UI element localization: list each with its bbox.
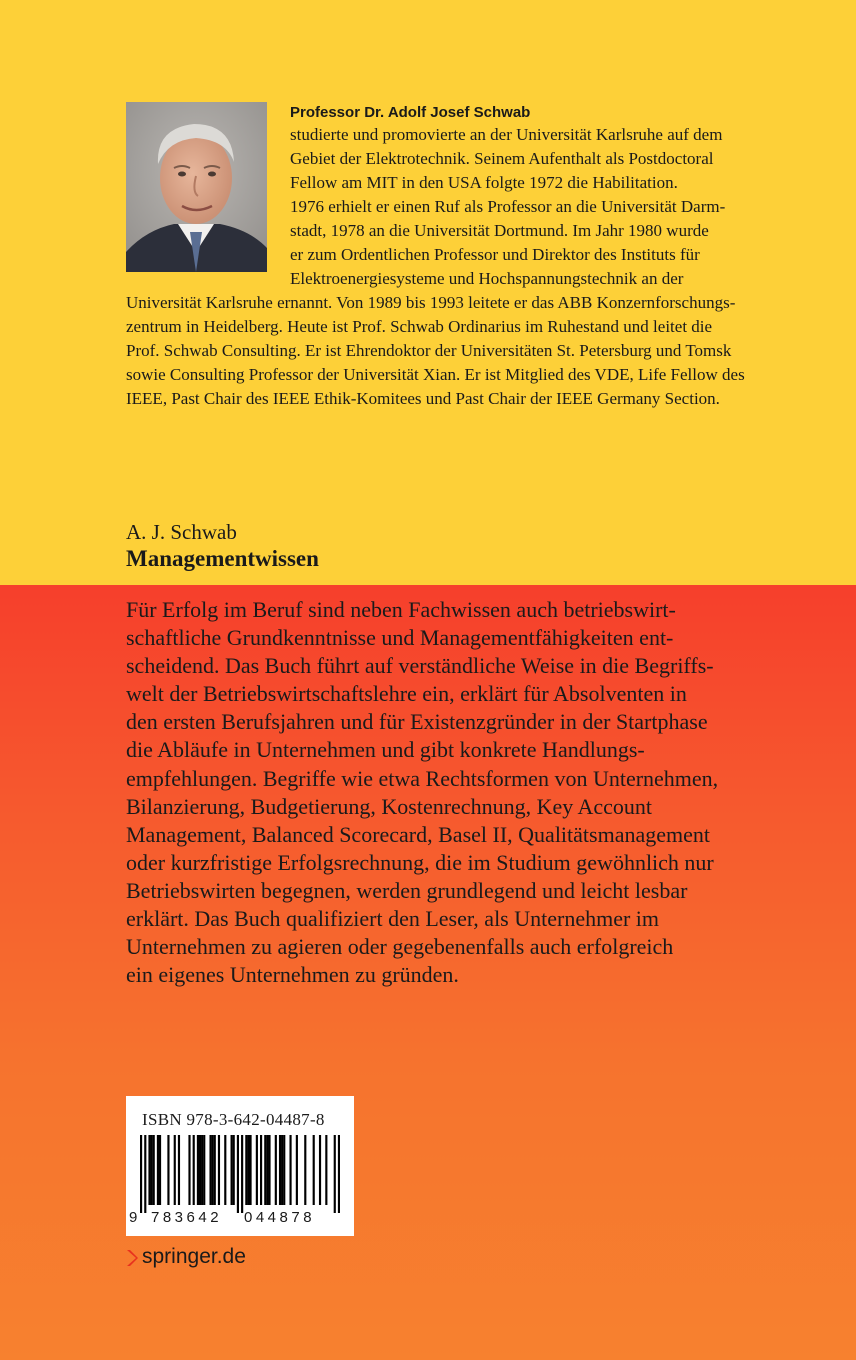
author-bio-line: studierte und promovierte an der Universität Karlsruhe auf dem bbox=[290, 125, 723, 144]
author-bio-line: sowie Consulting Professor der Universität Xian. Er ist Mitglied des VDE, Life Fellow des bbox=[126, 365, 745, 384]
barcode-bar bbox=[325, 1135, 327, 1205]
barcode-bar bbox=[296, 1135, 298, 1205]
barcode-bar bbox=[319, 1135, 321, 1205]
book-title: Managementwissen bbox=[126, 546, 319, 571]
description-line: erklärt. Das Buch qualifiziert den Leser, als Unternehmer im bbox=[126, 906, 660, 932]
author-bio-line: Gebiet der Elektrotechnik. Seinem Aufenthalt als Postdoctoral bbox=[290, 149, 714, 168]
barcode-bar bbox=[218, 1135, 220, 1205]
author-bio-line: 1976 erhielt er einen Ruf als Professor an die Universität Darm- bbox=[290, 197, 726, 216]
barcode-bar bbox=[199, 1135, 201, 1205]
author-portrait bbox=[126, 102, 267, 272]
barcode-bar bbox=[260, 1135, 262, 1205]
barcode-bar bbox=[151, 1135, 153, 1205]
barcode-bar bbox=[159, 1135, 161, 1205]
barcode-bar bbox=[140, 1135, 142, 1213]
description-line: scheidend. Das Buch führt auf verständliche Weise in die Begriffs- bbox=[126, 653, 714, 679]
isbn-label: ISBN 978-3-642-04487-8 bbox=[142, 1110, 325, 1129]
book-author-byline: A. J. Schwab bbox=[126, 520, 237, 544]
description-line: ein eigenes Unternehmen zu gründen. bbox=[126, 962, 459, 988]
description-line: die Abläufe in Unternehmen und gibt konkrete Handlungs- bbox=[126, 737, 645, 763]
barcode-bar bbox=[283, 1135, 285, 1205]
barcode-bar bbox=[214, 1135, 216, 1205]
description-line: den ersten Berufsjahren und für Existenzgründer in der Startphase bbox=[126, 709, 708, 735]
barcode-bar bbox=[209, 1135, 211, 1205]
barcode-bar bbox=[203, 1135, 205, 1205]
barcode-bar bbox=[148, 1135, 150, 1205]
chevron-right-icon bbox=[126, 1249, 138, 1273]
barcode-bar bbox=[249, 1135, 251, 1205]
author-bio-line: er zum Ordentlichen Professor und Direktor des Instituts für bbox=[290, 245, 700, 264]
ean-first-digit: 9 bbox=[129, 1209, 138, 1226]
author-bio-line: Elektroenergiesysteme und Hochspannungstechnik an der bbox=[290, 269, 684, 288]
barcode-bar bbox=[334, 1135, 336, 1213]
barcode-bar bbox=[256, 1135, 258, 1205]
author-bio-line: Prof. Schwab Consulting. Er ist Ehrendoktor der Universitäten St. Petersburg und Tomsk bbox=[126, 341, 732, 360]
barcode-bar bbox=[188, 1135, 190, 1205]
description-line: Betriebswirten begegnen, werden grundlegend und leicht lesbar bbox=[126, 877, 688, 903]
barcode-bar bbox=[247, 1135, 249, 1205]
barcode-bar bbox=[157, 1135, 159, 1205]
barcode-bar bbox=[304, 1135, 306, 1205]
barcode-bar bbox=[231, 1135, 233, 1205]
isbn-barcode bbox=[126, 1096, 354, 1236]
description-line: Für Erfolg im Beruf sind neben Fachwissen auch betriebswirt- bbox=[126, 597, 676, 622]
barcode-bar bbox=[144, 1135, 146, 1213]
barcode-bar bbox=[212, 1135, 214, 1205]
barcode-bar bbox=[193, 1135, 195, 1205]
author-bio-line: Universität Karlsruhe ernannt. Von 1989 bis 1993 leitete er das ABB Konzernforschungs- bbox=[126, 293, 736, 312]
ean-left-digits: 783642 bbox=[151, 1209, 223, 1226]
description-line: oder kurzfristige Erfolgsrechnung, die im Studium gewöhnlich nur bbox=[126, 849, 714, 875]
barcode-bar bbox=[275, 1135, 277, 1205]
barcode-bar bbox=[268, 1135, 270, 1205]
description-line: Management, Balanced Scorecard, Basel II, Qualitätsmanagement bbox=[126, 821, 710, 847]
barcode-bar bbox=[178, 1135, 180, 1205]
description-line: Unternehmen zu agieren oder gegebenenfalls auch erfolgreich bbox=[126, 934, 674, 960]
barcode-bar bbox=[174, 1135, 176, 1205]
description-line: welt der Betriebswirtschaftslehre ein, erklärt für Absolventen in bbox=[126, 681, 687, 707]
author-name: Professor Dr. Adolf Josef Schwab bbox=[290, 104, 531, 121]
barcode-bar bbox=[281, 1135, 283, 1205]
barcode-bar bbox=[224, 1135, 226, 1205]
barcode-bar bbox=[197, 1135, 199, 1205]
barcode-bar bbox=[245, 1135, 247, 1205]
barcode-bar bbox=[264, 1135, 266, 1205]
barcode-bar bbox=[289, 1135, 291, 1205]
description-line: schaftliche Grundkenntnisse und Managementfähigkeiten ent- bbox=[126, 625, 674, 651]
barcode-bar bbox=[266, 1135, 268, 1205]
description-line: Bilanzierung, Budgetierung, Kostenrechnung, Key Account bbox=[126, 793, 653, 819]
author-bio-line: Fellow am MIT in den USA folgte 1972 die Habilitation. bbox=[290, 173, 678, 192]
barcode-bar bbox=[153, 1135, 155, 1205]
author-bio-line: stadt, 1978 an die Universität Dortmund. Im Jahr 1980 wurde bbox=[290, 221, 709, 240]
barcode-bars bbox=[140, 1135, 340, 1213]
ean-right-digits: 044878 bbox=[244, 1209, 316, 1226]
publisher-url[interactable]: springer.de bbox=[142, 1245, 246, 1268]
author-bio-line: IEEE, Past Chair des IEEE Ethik-Komitees und Past Chair der IEEE Germany Section. bbox=[126, 389, 720, 408]
barcode-bar bbox=[201, 1135, 203, 1205]
barcode-bar bbox=[167, 1135, 169, 1205]
barcode-bar bbox=[241, 1135, 243, 1213]
barcode-bar bbox=[233, 1135, 235, 1205]
barcode-bar bbox=[313, 1135, 315, 1205]
barcode-bar bbox=[237, 1135, 239, 1213]
book-description bbox=[126, 596, 766, 989]
author-bio-line: zentrum in Heidelberg. Heute ist Prof. Schwab Ordinarius im Ruhestand und leitet die bbox=[126, 317, 713, 336]
barcode-bar bbox=[338, 1135, 340, 1213]
barcode-bar bbox=[279, 1135, 281, 1205]
description-line: empfehlungen. Begriffe wie etwa Rechtsformen von Unternehmen, bbox=[126, 765, 719, 791]
